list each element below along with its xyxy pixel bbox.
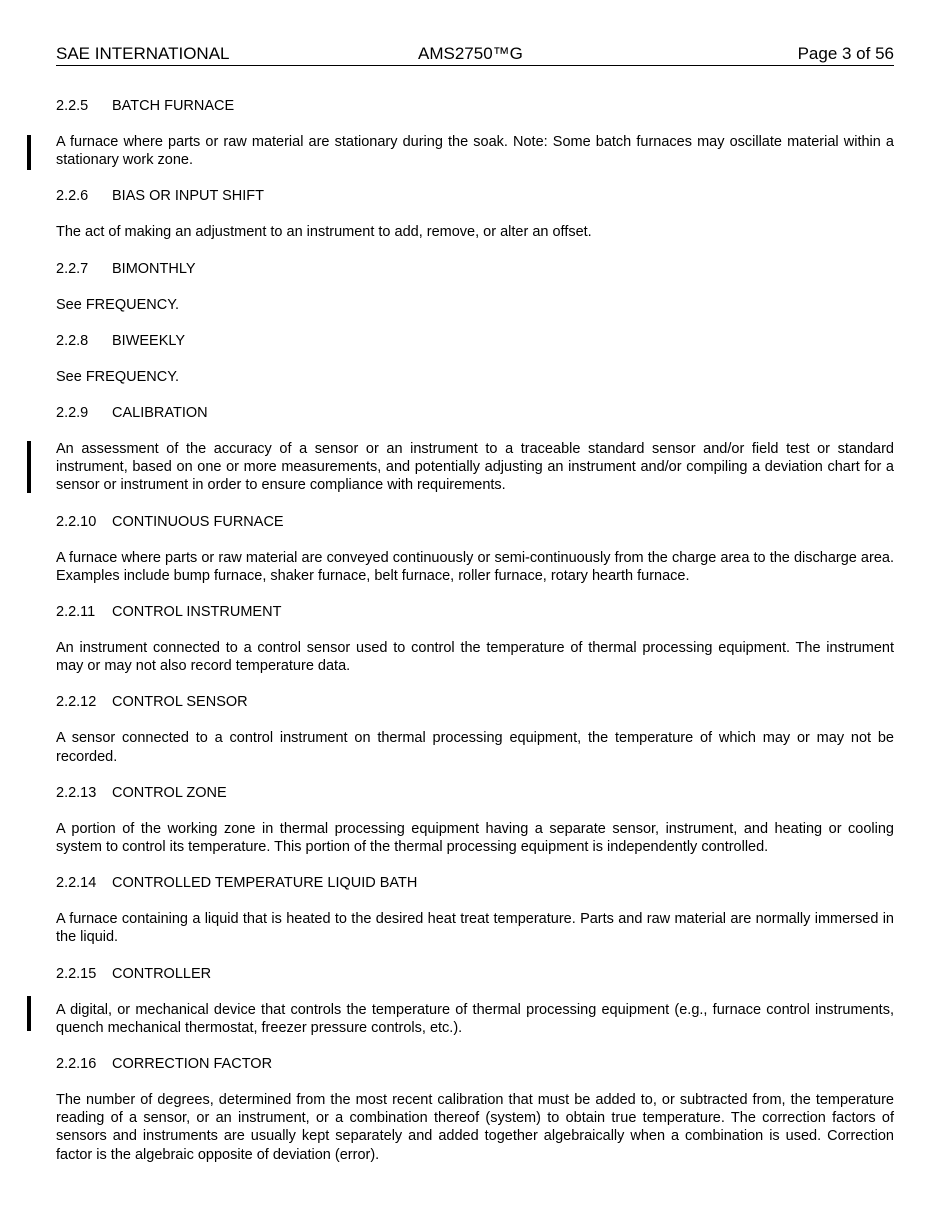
paragraph-text: A furnace where parts or raw material are stationary during the soak. Note: Some batch furnaces may oscillate material within a stationary work zone. [56,134,894,169]
section-title: CALIBRATION [112,405,208,422]
section-title: CONTROL SENSOR [112,694,248,711]
paragraph-text: The number of degrees, determined from the most recent calibration that must be added to, or subtracted from, the temperature reading of a sensor, or an instrument, or a combination thereof (system) to obtain true temperature. The correction factors of sensors and instruments are usually kept separately and added together algebraically when a combination is used. Correction factor is the algebraic opposite of deviation (error). [56,1092,894,1163]
section-number: 2.2.9 [56,405,89,422]
header-page-number: Page 3 of 56 [797,44,894,63]
section-paragraph [56,223,894,241]
section-heading-2-2-13 [56,784,894,802]
section-paragraph [56,440,894,495]
paragraph-text: A digital, or mechanical device that controls the temperature of thermal processing equipment (e.g., furnace control instruments, quench mechanical thermostat, freezer pressure controls, etc.). [56,1001,894,1036]
section-heading-2-2-7 [56,260,894,278]
document-body [56,97,894,1182]
section-paragraph [56,1001,894,1037]
section-paragraph [56,639,894,675]
section-number: 2.2.5 [56,98,89,114]
section-title: BATCH FURNACE [112,98,235,114]
change-bar [27,996,31,1031]
section-paragraph [56,910,894,946]
section-heading-2-2-5 [56,97,894,115]
section-number: 2.2.8 [56,332,89,349]
paragraph-text: A sensor connected to a control instrument on thermal processing equipment, the temperature of which may or may not be recorded. [56,730,894,765]
section-paragraph [56,368,894,386]
section-heading-2-2-10 [56,513,894,531]
section-number: 2.2.7 [56,260,89,277]
paragraph-text: See FREQUENCY. [56,296,180,313]
paragraph-text: An assessment of the accuracy of a sensor or an instrument to a traceable standard sensor and/or field test or standard instrument, based on one or more measurements, and potentially adjusting an instrument and/or compiling a deviation chart for a sensor or instrument in order to ensure compliance with requirements. [56,441,894,494]
paragraph-text: See FREQUENCY. [56,368,180,385]
paragraph-text: The act of making an adjustment to an instrument to add, remove, or alter an offset. [56,224,592,241]
paragraph-text: A furnace where parts or raw material are conveyed continuously or semi-continuously from the charge area to the discharge area. Examples include bump furnace, shaker furnace, belt furnace, roller furnace, rotary hearth furnace. [56,549,894,584]
section-number: 2.2.12 [56,694,97,711]
section-heading-2-2-11 [56,603,894,621]
section-title: BIAS OR INPUT SHIFT [112,188,265,205]
section-number: 2.2.16 [56,1056,97,1073]
section-title: BIMONTHLY [112,260,196,277]
section-paragraph [56,296,894,314]
paragraph-text: An instrument connected to a control sensor used to control the temperature of thermal processing equipment. The instrument may or may not also record temperature data. [56,640,894,675]
section-title: CONTROLLED TEMPERATURE LIQUID BATH [112,875,418,892]
section-number: 2.2.15 [56,965,97,982]
section-heading-2-2-6 [56,187,894,205]
header-document-id: AMS2750™G [418,44,523,63]
section-heading-2-2-9 [56,404,894,422]
section-paragraph [56,1091,894,1164]
section-heading-2-2-16 [56,1055,894,1073]
page-header [56,44,894,66]
section-paragraph [56,549,894,585]
change-bar [27,441,31,493]
section-title: CONTROL ZONE [112,784,227,801]
header-organization: SAE INTERNATIONAL [56,44,230,63]
section-heading-2-2-14 [56,874,894,892]
section-paragraph [56,820,894,856]
section-paragraph [56,729,894,765]
section-number: 2.2.14 [56,875,97,892]
section-number: 2.2.11 [56,604,96,621]
section-title: CONTROLLER [112,965,212,982]
section-heading-2-2-8 [56,332,894,350]
section-paragraph [56,133,894,169]
section-number: 2.2.13 [56,784,97,801]
change-bar [27,135,31,170]
paragraph-text: A furnace containing a liquid that is heated to the desired heat treat temperature. Parts and raw material are normally immersed in the liquid. [56,911,894,946]
section-heading-2-2-15 [56,965,894,983]
section-title: CORRECTION FACTOR [112,1056,273,1073]
section-number: 2.2.10 [56,513,97,530]
paragraph-text: A portion of the working zone in thermal processing equipment having a separate sensor, instrument, and heating or cooling system to control its temperature. This portion of the thermal processing equipment is independently controlled. [56,820,894,856]
section-title: BIWEEKLY [112,332,186,349]
section-title: CONTROL INSTRUMENT [112,604,282,621]
section-heading-2-2-12 [56,693,894,711]
section-number: 2.2.6 [56,188,89,205]
section-title: CONTINUOUS FURNACE [112,513,284,530]
